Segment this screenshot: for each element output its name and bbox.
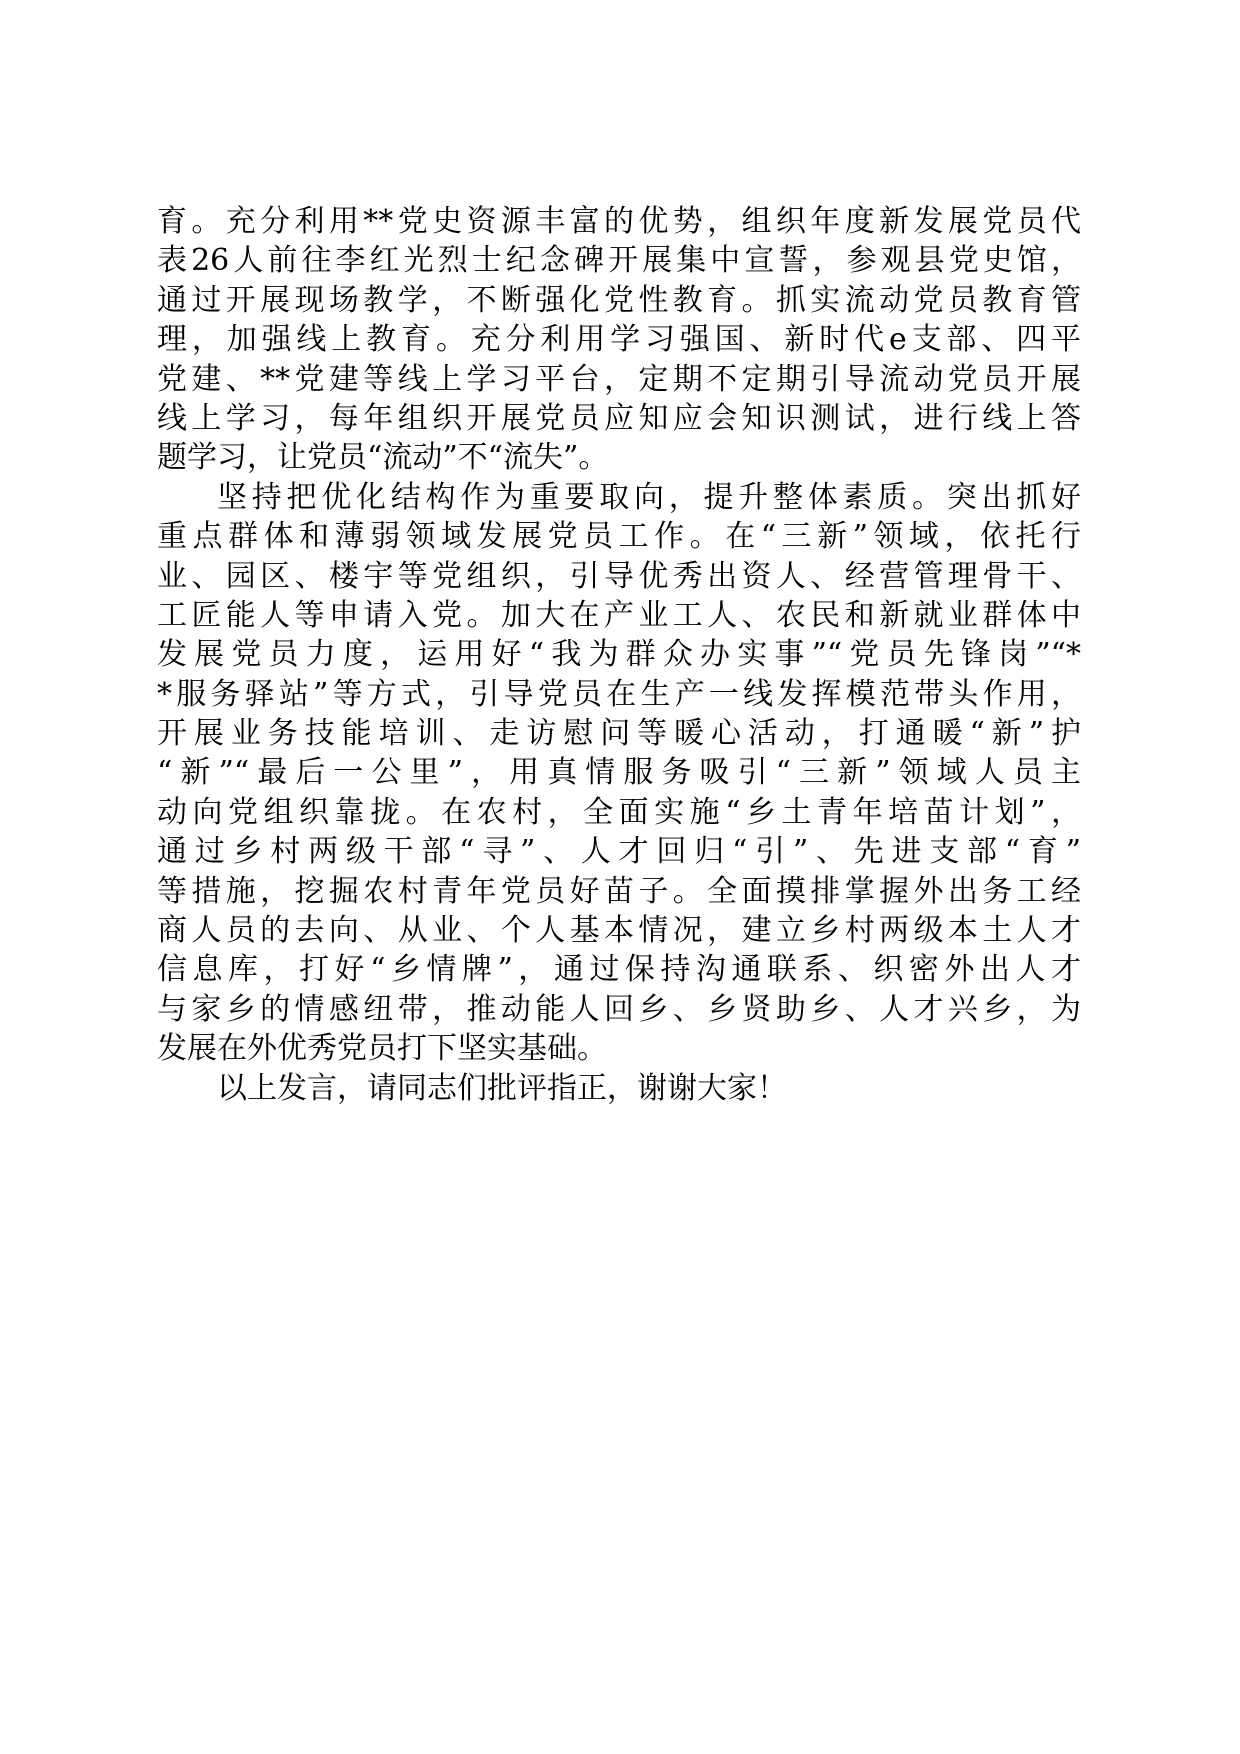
text-line: 等措施，挖掘农村青年党员好苗子。全面摸排掌握外出务工经 bbox=[157, 873, 1081, 909]
document-body bbox=[157, 202, 1081, 1108]
text-line: 通过开展现场教学，不断强化党性教育。抓实流动党员教育管 bbox=[157, 282, 1081, 318]
text-line: 表26人前往李红光烈士纪念碑开展集中宣誓，参观县党史馆， bbox=[157, 243, 1081, 279]
text-line: 通过乡村两级干部“寻”、人才回归“引”、先进支部“育” bbox=[157, 834, 1081, 870]
text-line: 开展业务技能培训、走访慰问等暖心活动，打通暖“新”护 bbox=[157, 716, 1081, 752]
text-line: 坚持把优化结构作为重要取向，提升整体素质。突出抓好 bbox=[217, 479, 1081, 515]
text-line: 工匠能人等申请入党。加大在产业工人、农民和新就业群体中 bbox=[157, 597, 1081, 633]
text-line: 党建、**党建等线上学习平台，定期不定期引导流动党员开展 bbox=[157, 361, 1081, 397]
text-line: 理，加强线上教育。充分利用学习强国、新时代e支部、四平 bbox=[157, 322, 1081, 358]
text-line: *服务驿站”等方式，引导党员在生产一线发挥模范带头作用， bbox=[157, 676, 1081, 712]
paragraph-party-education bbox=[157, 202, 1081, 478]
text-line: 育。充分利用**党史资源丰富的优势，组织年度新发展党员代 bbox=[157, 204, 1081, 239]
text-line: 商人员的去向、从业、个人基本情况，建立乡村两级本土人才 bbox=[157, 913, 1081, 949]
text-line: 题学习，让党员“流动”不“流失”。 bbox=[157, 440, 609, 476]
text-line: 业、园区、楼宇等党组织，引导优秀出资人、经营管理骨干、 bbox=[157, 558, 1081, 594]
text-line: 发展党员力度，运用好“我为群众办实事”“党员先锋岗”“* bbox=[157, 637, 1081, 673]
paragraph-closing bbox=[157, 1069, 1081, 1108]
text-line: 信息库，打好“乡情牌”，通过保持沟通联系、织密外出人才 bbox=[157, 952, 1081, 988]
text-line: 重点群体和薄弱领域发展党员工作。在“三新”领域，依托行 bbox=[157, 519, 1081, 555]
text-line: 线上学习，每年组织开展党员应知应会知识测试，进行线上答 bbox=[157, 400, 1081, 436]
text-line: 以上发言，请同志们批评指正，谢谢大家！ bbox=[217, 1070, 787, 1106]
text-line: 与家乡的情感纽带，推动能人回乡、乡贤助乡、人才兴乡，为 bbox=[157, 991, 1081, 1027]
text-line: 发展在外优秀党员打下坚实基础。 bbox=[157, 1031, 607, 1067]
text-line: “新”“最后一公里”，用真情服务吸引“三新”领域人员主 bbox=[157, 755, 1081, 791]
paragraph-optimize-structure bbox=[157, 478, 1081, 1069]
text-line: 动向党组织靠拢。在农村，全面实施“乡土青年培苗计划”， bbox=[157, 794, 1081, 830]
